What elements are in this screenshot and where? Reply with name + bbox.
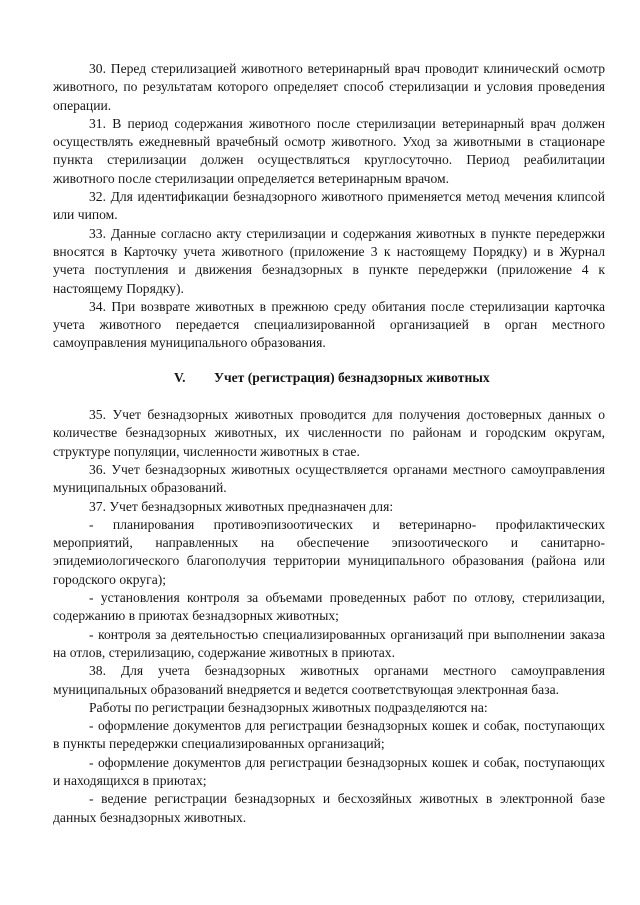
- list-item-docs-shelters-transit: - оформление документов для регистрации безнадзорных кошек и собак, поступающих в пункты передержки специализированных организаций;: [53, 718, 605, 752]
- paragraph-works-intro: Работы по регистрации безнадзорных животных подразделяются на:: [89, 699, 488, 715]
- section-heading: [53, 369, 605, 387]
- list-item-control-organizations: - контроля за деятельностью специализированных организаций при выполнении заказа на отлов, стерилизацию, содержание животных в приютах.: [53, 626, 605, 660]
- document-page: [53, 60, 605, 827]
- list-item-docs-shelters: - оформление документов для регистрации безнадзорных кошек и собак, поступающих и находящихся в приютах;: [53, 754, 605, 788]
- list-item-planning: - планирования противоэпизоотических и ветеринарно- профилактических мероприятий, направленных на обеспечение эпизоотического и санитарно-эпидемиологического благополучия территории муниципального образования (района или городского округа);: [53, 516, 605, 587]
- paragraph-34: 34. При возврате животных в прежнюю среду обитания после стерилизации карточка учета животного передается специализированной организацией в орган местного самоуправления муниципального образования.: [53, 298, 605, 351]
- paragraph-38: 38. Для учета безнадзорных животных органами местного самоуправления муниципальных образований внедряется и ведется соответствующая электронная база.: [53, 663, 605, 697]
- section-number: V.: [174, 369, 186, 385]
- section-title: Учет (регистрация) безнадзорных животных: [214, 369, 490, 385]
- paragraph-35: 35. Учет безнадзорных животных проводится для получения достоверных данных о количестве безнадзорных животных, их численности по районам и городским округам, структуре популяции, численности животных в стае.: [53, 407, 605, 459]
- paragraph-37: 37. Учет безнадзорных животных предназначен для:: [89, 498, 394, 514]
- paragraph-30: 30. Перед стерилизацией животного ветеринарный врач проводит клинический осмотр животного, по результатам которого определяет способ стерилизации и условия проведения операции.: [53, 61, 605, 113]
- paragraph-33: 33. Данные согласно акту стерилизации и содержания животных в пункте передержки вносятся в Карточку учета животного (приложение 3 к настоящему Порядку) и в Журнал учета поступления и движения безнадзорных в пункте передержки (приложение 4 к настоящему Порядку).: [53, 225, 605, 296]
- list-item-control-volumes: - установления контроля за объемами проведенных работ по отлову, стерилизации, содержанию в приютах безнадзорных животных;: [53, 590, 605, 624]
- paragraph-32: 32. Для идентификации безнадзорного животного применяется метод мечения клипсой или чипом.: [53, 189, 605, 223]
- paragraph-36: 36. Учет безнадзорных животных осуществляется органами местного самоуправления муниципальных образований.: [53, 461, 605, 496]
- paragraph-31: 31. В период содержания животного после стерилизации ветеринарный врач должен осуществлять ежедневный врачебный осмотр животного. Уход за животными в стационаре пункта стерилизации должен осуществляться круглосуточно. Период реабилитации животного после стерилизации определяется ветеринарным врачом.: [53, 115, 605, 186]
- list-item-electronic-registry: - ведение регистрации безнадзорных и бесхозяйных животных в электронной базе данных безнадзорных животных.: [53, 791, 605, 825]
